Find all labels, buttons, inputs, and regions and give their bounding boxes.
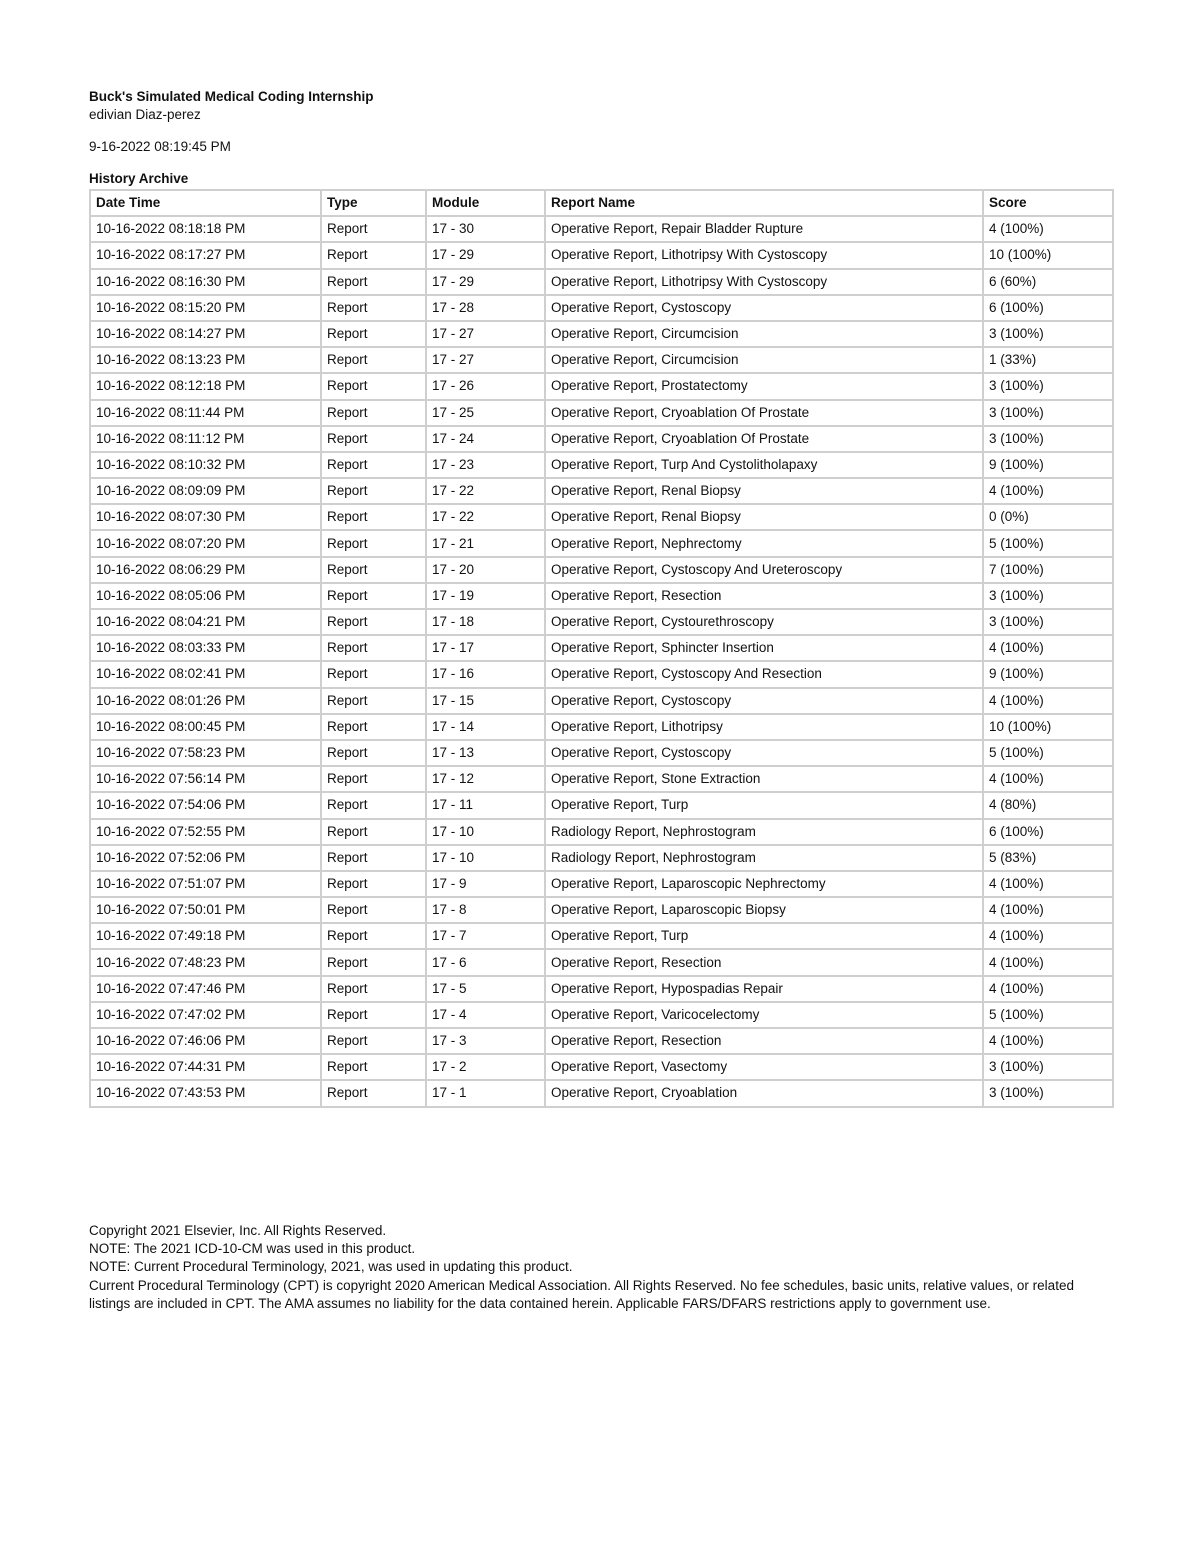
cell-module: 17 - 29 — [426, 242, 545, 268]
cell-report-name: Operative Report, Circumcision — [545, 321, 983, 347]
table-row — [90, 688, 1113, 714]
cell-module: 17 - 29 — [426, 269, 545, 295]
cell-report-name: Operative Report, Repair Bladder Rupture — [545, 216, 983, 242]
history-archive-table — [89, 189, 1114, 1108]
cell-score: 3 (100%) — [983, 609, 1113, 635]
cell-module: 17 - 22 — [426, 504, 545, 530]
cell-module: 17 - 17 — [426, 635, 545, 661]
cell-date-time: 10-16-2022 07:50:01 PM — [90, 897, 321, 923]
cell-type: Report — [321, 740, 426, 766]
cell-module: 17 - 15 — [426, 688, 545, 714]
cell-type: Report — [321, 766, 426, 792]
cell-score: 4 (100%) — [983, 216, 1113, 242]
cell-score: 4 (100%) — [983, 976, 1113, 1002]
cell-type: Report — [321, 400, 426, 426]
cell-module: 17 - 4 — [426, 1002, 545, 1028]
table-row — [90, 740, 1113, 766]
cell-report-name: Operative Report, Cystoscopy And Ureteroscopy — [545, 557, 983, 583]
cell-date-time: 10-16-2022 07:56:14 PM — [90, 766, 321, 792]
cell-report-name: Operative Report, Hypospadias Repair — [545, 976, 983, 1002]
column-header-report-name: Report Name — [545, 190, 983, 216]
cell-date-time: 10-16-2022 08:14:27 PM — [90, 321, 321, 347]
cell-date-time: 10-16-2022 08:18:18 PM — [90, 216, 321, 242]
cell-report-name: Operative Report, Nephrectomy — [545, 530, 983, 556]
cell-score: 1 (33%) — [983, 347, 1113, 373]
cell-module: 17 - 7 — [426, 923, 545, 949]
cell-report-name: Operative Report, Resection — [545, 583, 983, 609]
cell-type: Report — [321, 216, 426, 242]
cell-score: 4 (100%) — [983, 766, 1113, 792]
cell-report-name: Operative Report, Sphincter Insertion — [545, 635, 983, 661]
table-row — [90, 1054, 1113, 1080]
cell-date-time: 10-16-2022 07:48:23 PM — [90, 949, 321, 975]
cell-date-time: 10-16-2022 07:52:55 PM — [90, 819, 321, 845]
cell-date-time: 10-16-2022 07:58:23 PM — [90, 740, 321, 766]
cell-module: 17 - 30 — [426, 216, 545, 242]
cell-report-name: Operative Report, Lithotripsy With Cystoscopy — [545, 269, 983, 295]
cell-score: 3 (100%) — [983, 400, 1113, 426]
copyright-footer — [89, 1222, 1109, 1313]
cell-report-name: Radiology Report, Nephrostogram — [545, 819, 983, 845]
cell-score: 4 (100%) — [983, 635, 1113, 661]
cell-report-name: Operative Report, Cystoscopy And Resection — [545, 661, 983, 687]
cell-type: Report — [321, 347, 426, 373]
cell-report-name: Operative Report, Varicocelectomy — [545, 1002, 983, 1028]
cell-report-name: Operative Report, Cystourethroscopy — [545, 609, 983, 635]
cell-score: 5 (100%) — [983, 530, 1113, 556]
cell-report-name: Operative Report, Resection — [545, 949, 983, 975]
table-body — [90, 216, 1113, 1106]
cell-report-name: Operative Report, Circumcision — [545, 347, 983, 373]
cell-module: 17 - 23 — [426, 452, 545, 478]
cell-module: 17 - 13 — [426, 740, 545, 766]
cell-module: 17 - 24 — [426, 426, 545, 452]
cell-module: 17 - 27 — [426, 321, 545, 347]
cell-score: 7 (100%) — [983, 557, 1113, 583]
table-row — [90, 269, 1113, 295]
cell-date-time: 10-16-2022 07:47:02 PM — [90, 1002, 321, 1028]
cell-type: Report — [321, 635, 426, 661]
cell-type: Report — [321, 976, 426, 1002]
cell-report-name: Operative Report, Cystoscopy — [545, 688, 983, 714]
cell-score: 0 (0%) — [983, 504, 1113, 530]
cell-score: 6 (100%) — [983, 819, 1113, 845]
cell-date-time: 10-16-2022 08:15:20 PM — [90, 295, 321, 321]
cell-type: Report — [321, 426, 426, 452]
table-row — [90, 1002, 1113, 1028]
cell-module: 17 - 8 — [426, 897, 545, 923]
cell-date-time: 10-16-2022 08:11:44 PM — [90, 400, 321, 426]
cell-score: 3 (100%) — [983, 1054, 1113, 1080]
cell-score: 5 (83%) — [983, 845, 1113, 871]
cell-module: 17 - 19 — [426, 583, 545, 609]
cell-report-name: Operative Report, Renal Biopsy — [545, 478, 983, 504]
cell-module: 17 - 10 — [426, 819, 545, 845]
cell-date-time: 10-16-2022 08:04:21 PM — [90, 609, 321, 635]
cell-module: 17 - 27 — [426, 347, 545, 373]
cell-date-time: 10-16-2022 08:07:20 PM — [90, 530, 321, 556]
cell-module: 17 - 14 — [426, 714, 545, 740]
cell-report-name: Operative Report, Turp And Cystolitholapaxy — [545, 452, 983, 478]
cell-score: 5 (100%) — [983, 1002, 1113, 1028]
cell-type: Report — [321, 792, 426, 818]
cell-type: Report — [321, 1028, 426, 1054]
cell-report-name: Radiology Report, Nephrostogram — [545, 845, 983, 871]
cell-report-name: Operative Report, Cryoablation — [545, 1080, 983, 1106]
cell-type: Report — [321, 504, 426, 530]
cell-date-time: 10-16-2022 08:06:29 PM — [90, 557, 321, 583]
cell-module: 17 - 28 — [426, 295, 545, 321]
footer-icd-note: NOTE: The 2021 ICD-10-CM was used in this product. — [89, 1241, 416, 1257]
cell-type: Report — [321, 897, 426, 923]
cell-module: 17 - 20 — [426, 557, 545, 583]
cell-type: Report — [321, 609, 426, 635]
cell-module: 17 - 5 — [426, 976, 545, 1002]
print-date: 9-16-2022 08:19:45 PM — [89, 139, 231, 154]
cell-score: 4 (100%) — [983, 897, 1113, 923]
cell-date-time: 10-16-2022 08:01:26 PM — [90, 688, 321, 714]
table-row — [90, 714, 1113, 740]
column-header-score: Score — [983, 190, 1113, 216]
cell-module: 17 - 26 — [426, 373, 545, 399]
cell-type: Report — [321, 269, 426, 295]
cell-type: Report — [321, 242, 426, 268]
cell-score: 4 (100%) — [983, 478, 1113, 504]
cell-type: Report — [321, 661, 426, 687]
table-row — [90, 452, 1113, 478]
cell-date-time: 10-16-2022 08:05:06 PM — [90, 583, 321, 609]
cell-date-time: 10-16-2022 08:00:45 PM — [90, 714, 321, 740]
cell-report-name: Operative Report, Renal Biopsy — [545, 504, 983, 530]
cell-score: 4 (100%) — [983, 949, 1113, 975]
column-header-module: Module — [426, 190, 545, 216]
table-row — [90, 635, 1113, 661]
table-row — [90, 845, 1113, 871]
cell-report-name: Operative Report, Cystoscopy — [545, 295, 983, 321]
cell-report-name: Operative Report, Stone Extraction — [545, 766, 983, 792]
table-row — [90, 321, 1113, 347]
cell-report-name: Operative Report, Resection — [545, 1028, 983, 1054]
cell-date-time: 10-16-2022 07:51:07 PM — [90, 871, 321, 897]
cell-module: 17 - 3 — [426, 1028, 545, 1054]
cell-score: 4 (100%) — [983, 688, 1113, 714]
table-row — [90, 949, 1113, 975]
cell-type: Report — [321, 478, 426, 504]
cell-date-time: 10-16-2022 07:47:46 PM — [90, 976, 321, 1002]
cell-date-time: 10-16-2022 08:16:30 PM — [90, 269, 321, 295]
cell-score: 9 (100%) — [983, 452, 1113, 478]
table-row — [90, 1028, 1113, 1054]
table-row — [90, 897, 1113, 923]
cell-score: 4 (80%) — [983, 792, 1113, 818]
cell-date-time: 10-16-2022 07:44:31 PM — [90, 1054, 321, 1080]
cell-score: 3 (100%) — [983, 373, 1113, 399]
cell-report-name: Operative Report, Laparoscopic Nephrectomy — [545, 871, 983, 897]
cell-module: 17 - 16 — [426, 661, 545, 687]
column-header-date-time: Date Time — [90, 190, 321, 216]
cell-type: Report — [321, 1002, 426, 1028]
cell-module: 17 - 9 — [426, 871, 545, 897]
footer-cpt-disclaimer: Current Procedural Terminology (CPT) is copyright 2020 American Medical Association. All Rights Reserved. No fee schedules, basic units, relative values, or related listings are included in CPT. The AMA assumes no liability for the data contained herein. Applicable FARS/DFARS restrictions apply to government use. — [89, 1277, 1074, 1311]
cell-date-time: 10-16-2022 08:09:09 PM — [90, 478, 321, 504]
cell-report-name: Operative Report, Lithotripsy — [545, 714, 983, 740]
cell-type: Report — [321, 1054, 426, 1080]
cell-module: 17 - 22 — [426, 478, 545, 504]
cell-module: 17 - 11 — [426, 792, 545, 818]
table-row — [90, 1080, 1113, 1106]
table-row — [90, 792, 1113, 818]
cell-date-time: 10-16-2022 07:49:18 PM — [90, 923, 321, 949]
section-title: History Archive — [89, 171, 189, 186]
table-header-row — [90, 190, 1113, 216]
cell-date-time: 10-16-2022 08:03:33 PM — [90, 635, 321, 661]
cell-module: 17 - 18 — [426, 609, 545, 635]
cell-type: Report — [321, 845, 426, 871]
cell-date-time: 10-16-2022 08:11:12 PM — [90, 426, 321, 452]
cell-module: 17 - 1 — [426, 1080, 545, 1106]
cell-type: Report — [321, 688, 426, 714]
table-row — [90, 661, 1113, 687]
cell-report-name: Operative Report, Laparoscopic Biopsy — [545, 897, 983, 923]
cell-date-time: 10-16-2022 07:54:06 PM — [90, 792, 321, 818]
cell-score: 3 (100%) — [983, 426, 1113, 452]
cell-score: 10 (100%) — [983, 242, 1113, 268]
table-row — [90, 216, 1113, 242]
cell-module: 17 - 10 — [426, 845, 545, 871]
cell-type: Report — [321, 714, 426, 740]
table-row — [90, 976, 1113, 1002]
cell-type: Report — [321, 321, 426, 347]
table-row — [90, 504, 1113, 530]
cell-date-time: 10-16-2022 07:46:06 PM — [90, 1028, 321, 1054]
cell-module: 17 - 21 — [426, 530, 545, 556]
cell-score: 5 (100%) — [983, 740, 1113, 766]
table-row — [90, 530, 1113, 556]
cell-score: 4 (100%) — [983, 871, 1113, 897]
table-row — [90, 609, 1113, 635]
cell-date-time: 10-16-2022 08:10:32 PM — [90, 452, 321, 478]
cell-type: Report — [321, 923, 426, 949]
cell-report-name: Operative Report, Lithotripsy With Cystoscopy — [545, 242, 983, 268]
table-row — [90, 871, 1113, 897]
cell-type: Report — [321, 295, 426, 321]
table-row — [90, 766, 1113, 792]
table-row — [90, 923, 1113, 949]
cell-date-time: 10-16-2022 08:13:23 PM — [90, 347, 321, 373]
cell-type: Report — [321, 1080, 426, 1106]
table-row — [90, 400, 1113, 426]
organization-name: Buck's Simulated Medical Coding Internship — [89, 89, 374, 104]
cell-score: 3 (100%) — [983, 1080, 1113, 1106]
cell-report-name: Operative Report, Prostatectomy — [545, 373, 983, 399]
table-row — [90, 373, 1113, 399]
cell-score: 4 (100%) — [983, 923, 1113, 949]
cell-type: Report — [321, 452, 426, 478]
table-row — [90, 347, 1113, 373]
cell-date-time: 10-16-2022 08:12:18 PM — [90, 373, 321, 399]
cell-report-name: Operative Report, Cystoscopy — [545, 740, 983, 766]
footer-copyright: Copyright 2021 Elsevier, Inc. All Rights Reserved. — [89, 1223, 387, 1238]
table-row — [90, 557, 1113, 583]
cell-date-time: 10-16-2022 08:07:30 PM — [90, 504, 321, 530]
table-row — [90, 478, 1113, 504]
table-row — [90, 583, 1113, 609]
cell-score: 9 (100%) — [983, 661, 1113, 687]
cell-report-name: Operative Report, Turp — [545, 923, 983, 949]
cell-type: Report — [321, 949, 426, 975]
report-page — [89, 88, 1112, 1108]
cell-score: 6 (100%) — [983, 295, 1113, 321]
cell-report-name: Operative Report, Vasectomy — [545, 1054, 983, 1080]
cell-date-time: 10-16-2022 07:52:06 PM — [90, 845, 321, 871]
table-row — [90, 295, 1113, 321]
cell-report-name: Operative Report, Cryoablation Of Prostate — [545, 400, 983, 426]
cell-module: 17 - 2 — [426, 1054, 545, 1080]
cell-type: Report — [321, 583, 426, 609]
cell-report-name: Operative Report, Turp — [545, 792, 983, 818]
column-header-type: Type — [321, 190, 426, 216]
cell-module: 17 - 12 — [426, 766, 545, 792]
cell-type: Report — [321, 557, 426, 583]
footer-cpt-note: NOTE: Current Procedural Terminology, 2021, was used in updating this product. — [89, 1259, 573, 1275]
cell-module: 17 - 25 — [426, 400, 545, 426]
user-name: edivian Diaz-perez — [89, 107, 201, 122]
cell-score: 10 (100%) — [983, 714, 1113, 740]
cell-score: 3 (100%) — [983, 321, 1113, 347]
cell-type: Report — [321, 373, 426, 399]
cell-type: Report — [321, 530, 426, 556]
cell-type: Report — [321, 871, 426, 897]
cell-type: Report — [321, 819, 426, 845]
cell-module: 17 - 6 — [426, 949, 545, 975]
cell-date-time: 10-16-2022 08:02:41 PM — [90, 661, 321, 687]
cell-date-time: 10-16-2022 07:43:53 PM — [90, 1080, 321, 1106]
cell-score: 4 (100%) — [983, 1028, 1113, 1054]
cell-score: 3 (100%) — [983, 583, 1113, 609]
table-row — [90, 426, 1113, 452]
cell-score: 6 (60%) — [983, 269, 1113, 295]
cell-report-name: Operative Report, Cryoablation Of Prostate — [545, 426, 983, 452]
table-row — [90, 242, 1113, 268]
table-row — [90, 819, 1113, 845]
cell-date-time: 10-16-2022 08:17:27 PM — [90, 242, 321, 268]
